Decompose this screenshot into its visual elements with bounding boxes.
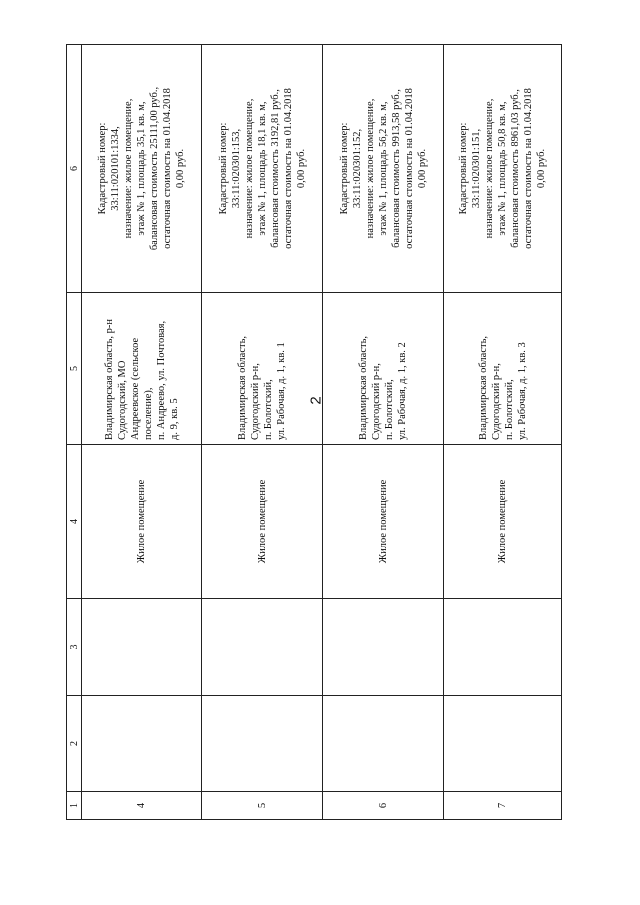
empty-cell — [202, 599, 323, 696]
property-table — [66, 44, 562, 820]
description-line: 33:11:020301:152, — [351, 128, 363, 209]
address-line: ул. Рабочая, д. 1, кв. 1 — [276, 342, 287, 440]
empty-cell — [323, 696, 444, 792]
address-line: п. Болотский, — [384, 379, 395, 440]
object-type-cell: Жилое помещение — [323, 445, 444, 599]
property-table-container — [66, 45, 546, 820]
column-number-row — [67, 45, 82, 820]
description-line: балансовая стоимость 8961,03 руб., — [510, 89, 521, 248]
table-row — [82, 45, 202, 820]
description-line: назначение: жилое помещение, — [243, 98, 255, 239]
description-line: этаж № 1, площадь 35,1 кв. м, — [136, 101, 147, 236]
description-line: остаточная стоимость на 01.04.2018 — [162, 88, 173, 249]
address-line: п. Болотский, — [503, 379, 515, 440]
description-cell — [444, 45, 562, 293]
row-number-cell: 6 — [323, 792, 444, 820]
column-number: 3 — [67, 599, 82, 696]
description-line: 0,00 руб. — [295, 148, 307, 189]
column-number: 5 — [67, 293, 82, 445]
empty-cell — [444, 696, 562, 792]
description-line: 33:11:020101:1334, — [110, 126, 121, 211]
address-line: Владимирская область, — [477, 336, 489, 440]
description-line: Кадастровый номер: — [97, 122, 108, 215]
table-row — [444, 45, 562, 820]
description-line: назначение: жилое помещение, — [484, 98, 495, 239]
description-line: 33:11:020301:153, — [230, 128, 242, 209]
address-line: Андреевское (сельское — [129, 337, 141, 440]
description-line: остаточная стоимость на 01.04.2018 — [403, 88, 415, 249]
empty-cell — [444, 599, 562, 696]
description-cell — [82, 45, 202, 293]
description-line: балансовая стоимость 3192,81 руб., — [269, 89, 281, 248]
description-line: Кадастровый номер: — [458, 122, 469, 215]
column-number: 1 — [67, 792, 82, 820]
description-line: назначение: жилое помещение, — [364, 98, 376, 239]
description-line: этаж № 1, площадь 56,2 кв. м, — [377, 101, 389, 236]
description-line: 0,00 руб. — [175, 148, 186, 189]
address-line: п. Болотский, — [263, 379, 274, 440]
description-line: 0,00 руб. — [536, 148, 547, 189]
description-line: остаточная стоимость на 01.04.2018 — [282, 88, 294, 249]
description-line: 0,00 руб. — [416, 148, 428, 189]
address-cell — [202, 293, 323, 445]
description-line: этаж № 1, площадь 50,8 кв. м, — [497, 101, 508, 236]
page-number: 2 — [307, 396, 325, 405]
address-cell — [323, 293, 444, 445]
address-line: Судогодский р-н, — [490, 363, 502, 440]
address-line: Владимирская область, — [237, 336, 248, 440]
row-number-cell: 7 — [444, 792, 562, 820]
address-line: ул. Рабочая, д. 1, кв. 2 — [397, 342, 408, 440]
column-number: 4 — [67, 445, 82, 599]
object-type-cell: Жилое помещение — [444, 445, 562, 599]
column-number: 6 — [67, 45, 82, 293]
empty-cell — [82, 599, 202, 696]
address-line: Судогодский р-н, — [250, 363, 261, 440]
description-cell — [323, 45, 444, 293]
address-line: Судогодский р-н, — [371, 363, 382, 440]
description-line: балансовая стоимость 9913,58 руб., — [390, 89, 402, 248]
column-number: 2 — [67, 696, 82, 792]
description-line: этаж № 1, площадь 18,1 кв. м, — [256, 101, 268, 236]
address-line: п. Андреево, ул. Почтовая, — [155, 320, 167, 440]
description-line: остаточная стоимость на 01.04.2018 — [523, 88, 534, 249]
object-type-cell: Жилое помещение — [202, 445, 323, 599]
address-line: Владимирская область, — [358, 336, 369, 440]
description-line: Кадастровый номер: — [338, 122, 350, 215]
table-row — [202, 45, 323, 820]
table-row — [323, 45, 444, 820]
description-line: Кадастровый номер: — [217, 122, 229, 215]
description-line: балансовая стоимость 25111,00 руб., — [149, 86, 160, 251]
empty-cell — [323, 599, 444, 696]
empty-cell — [82, 696, 202, 792]
address-line: поселение), — [142, 387, 154, 440]
address-cell — [444, 293, 562, 445]
address-line: д. 9, кв. 5 — [168, 398, 180, 440]
description-line: 33:11:020301:151, — [471, 128, 482, 209]
description-line: назначение: жилое помещение, — [123, 98, 134, 239]
row-number-cell: 5 — [202, 792, 323, 820]
address-line: Владимирская область, р-н — [103, 319, 115, 440]
address-cell — [82, 293, 202, 445]
description-cell — [202, 45, 323, 293]
object-type-cell: Жилое помещение — [82, 445, 202, 599]
empty-cell — [202, 696, 323, 792]
row-number-cell: 4 — [82, 792, 202, 820]
address-line: ул. Рабочая, д. 1, кв. 3 — [516, 342, 528, 440]
address-line: Судогодский, МО — [116, 360, 128, 440]
